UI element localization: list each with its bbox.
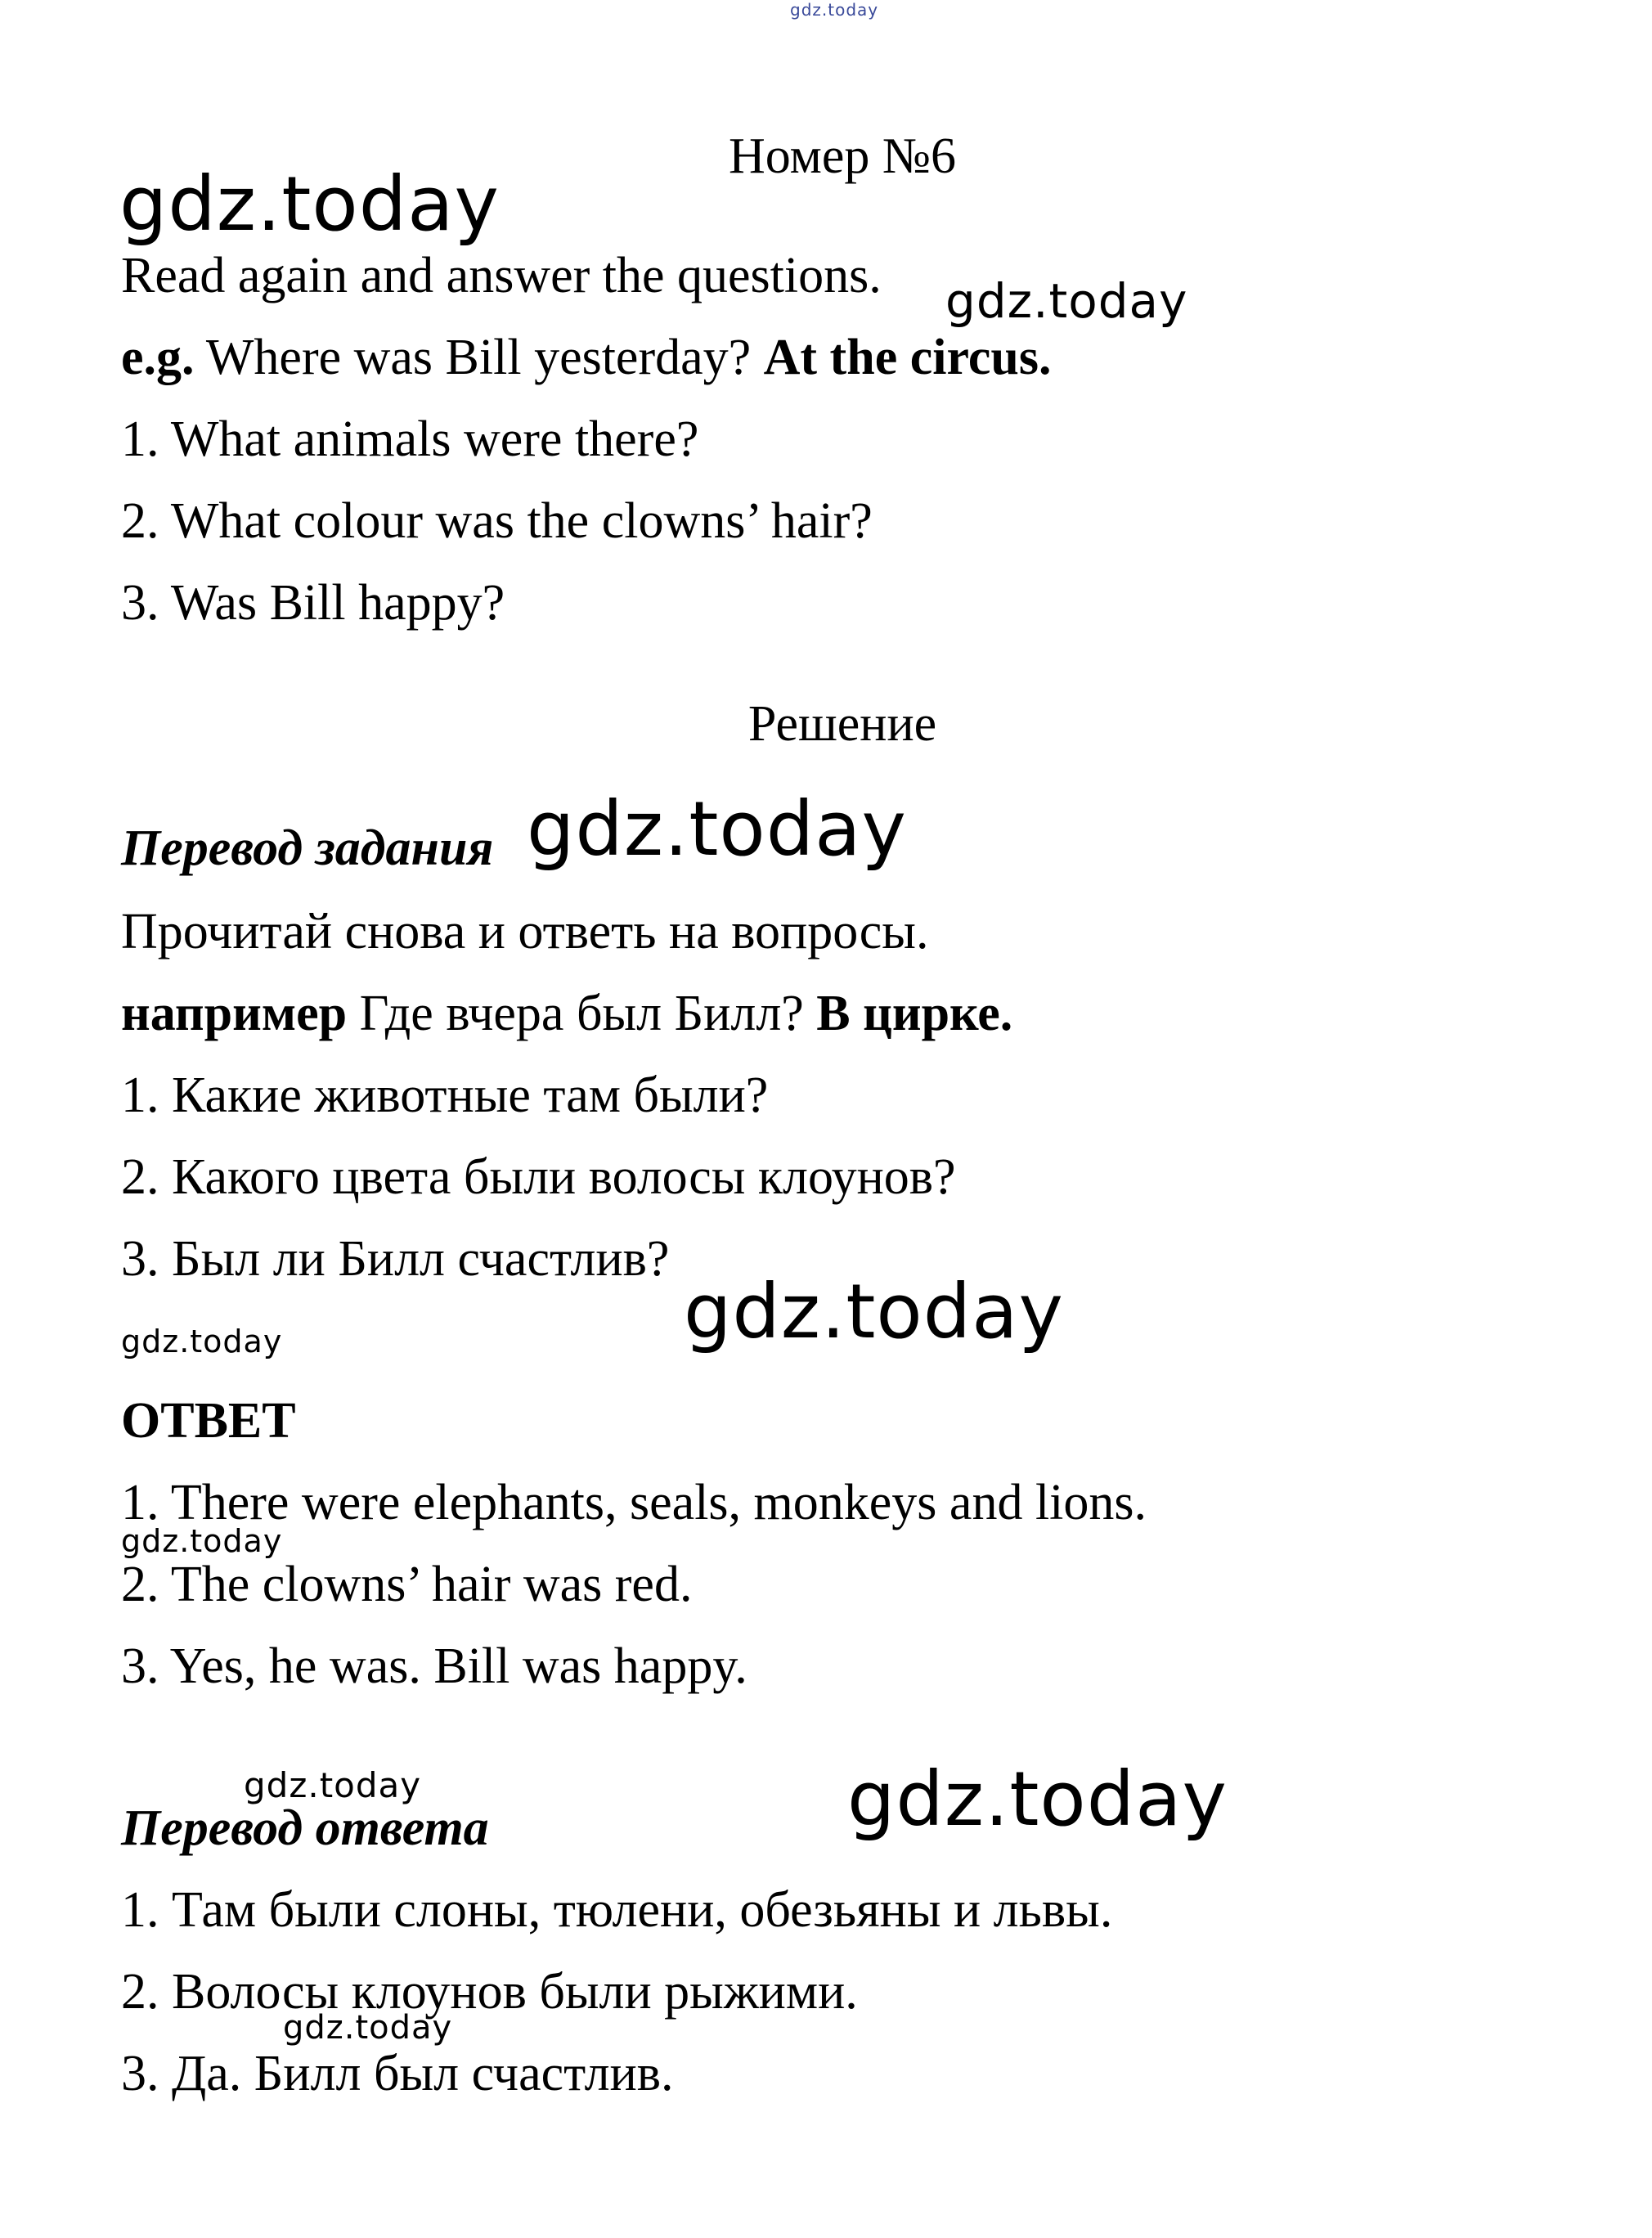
translation-question-1: 1. Какие животные там были? — [121, 1067, 769, 1123]
watermark-small-1: gdz.today — [121, 1323, 283, 1359]
answer-translation-item-1: 1. Там были слоны, тюлени, обезьяны и львы. — [121, 1882, 1113, 1938]
watermark-small-2: gdz.today — [121, 1523, 283, 1559]
answer-item-2: 2. The clowns’ hair was red. — [121, 1557, 693, 1612]
watermark-large-4: gdz.today — [847, 1755, 1228, 1843]
page-title: Номер №6 — [728, 128, 956, 184]
translation-example-question: Где вчера был Билл? — [347, 986, 817, 1041]
watermark-top-tiny: gdz.today — [790, 0, 879, 20]
answer-translation-item-3: 3. Да. Билл был счастлив. — [121, 2046, 674, 2101]
watermark-small-4: gdz.today — [283, 2009, 453, 2047]
example-question: Where was Bill yesterday? — [194, 330, 764, 385]
watermark-large-1: gdz.today — [119, 160, 500, 248]
watermark-medium-1: gdz.today — [945, 273, 1188, 329]
answer-item-3: 3. Yes, he was. Bill was happy. — [121, 1638, 747, 1694]
watermark-small-3: gdz.today — [244, 1765, 422, 1805]
watermark-large-3: gdz.today — [684, 1268, 1064, 1355]
translation-instruction: Прочитай снова и ответь на вопросы. — [121, 904, 929, 959]
translation-example-prefix: например — [121, 986, 348, 1041]
translation-example-answer: В цирке. — [816, 986, 1013, 1041]
translation-example — [121, 988, 1012, 1039]
translation-heading: Перевод задания — [121, 820, 494, 876]
watermark-large-2: gdz.today — [527, 785, 907, 873]
example-answer: At the circus. — [763, 330, 1052, 385]
answer-heading: ОТВЕТ — [121, 1393, 296, 1449]
translation-question-3: 3. Был ли Билл счастлив? — [121, 1231, 670, 1287]
translation-question-2: 2. Какого цвета были волосы клоунов? — [121, 1149, 956, 1205]
task-example — [121, 332, 1051, 383]
task-question-2: 2. What colour was the clowns’ hair? — [121, 493, 873, 549]
answer-translation-heading: Перевод ответа — [121, 1800, 489, 1856]
solution-heading: Решение — [747, 696, 937, 752]
task-question-3: 3. Was Bill happy? — [121, 575, 505, 631]
task-question-1: 1. What animals were there? — [121, 411, 699, 467]
task-instruction: Read again and answer the questions. — [121, 248, 882, 303]
answer-item-1: 1. There were elephants, seals, monkeys and lions. — [121, 1475, 1147, 1530]
example-prefix: e.g. — [121, 330, 195, 385]
answer-translation-item-2: 2. Волосы клоунов были рыжими. — [121, 1964, 858, 2020]
